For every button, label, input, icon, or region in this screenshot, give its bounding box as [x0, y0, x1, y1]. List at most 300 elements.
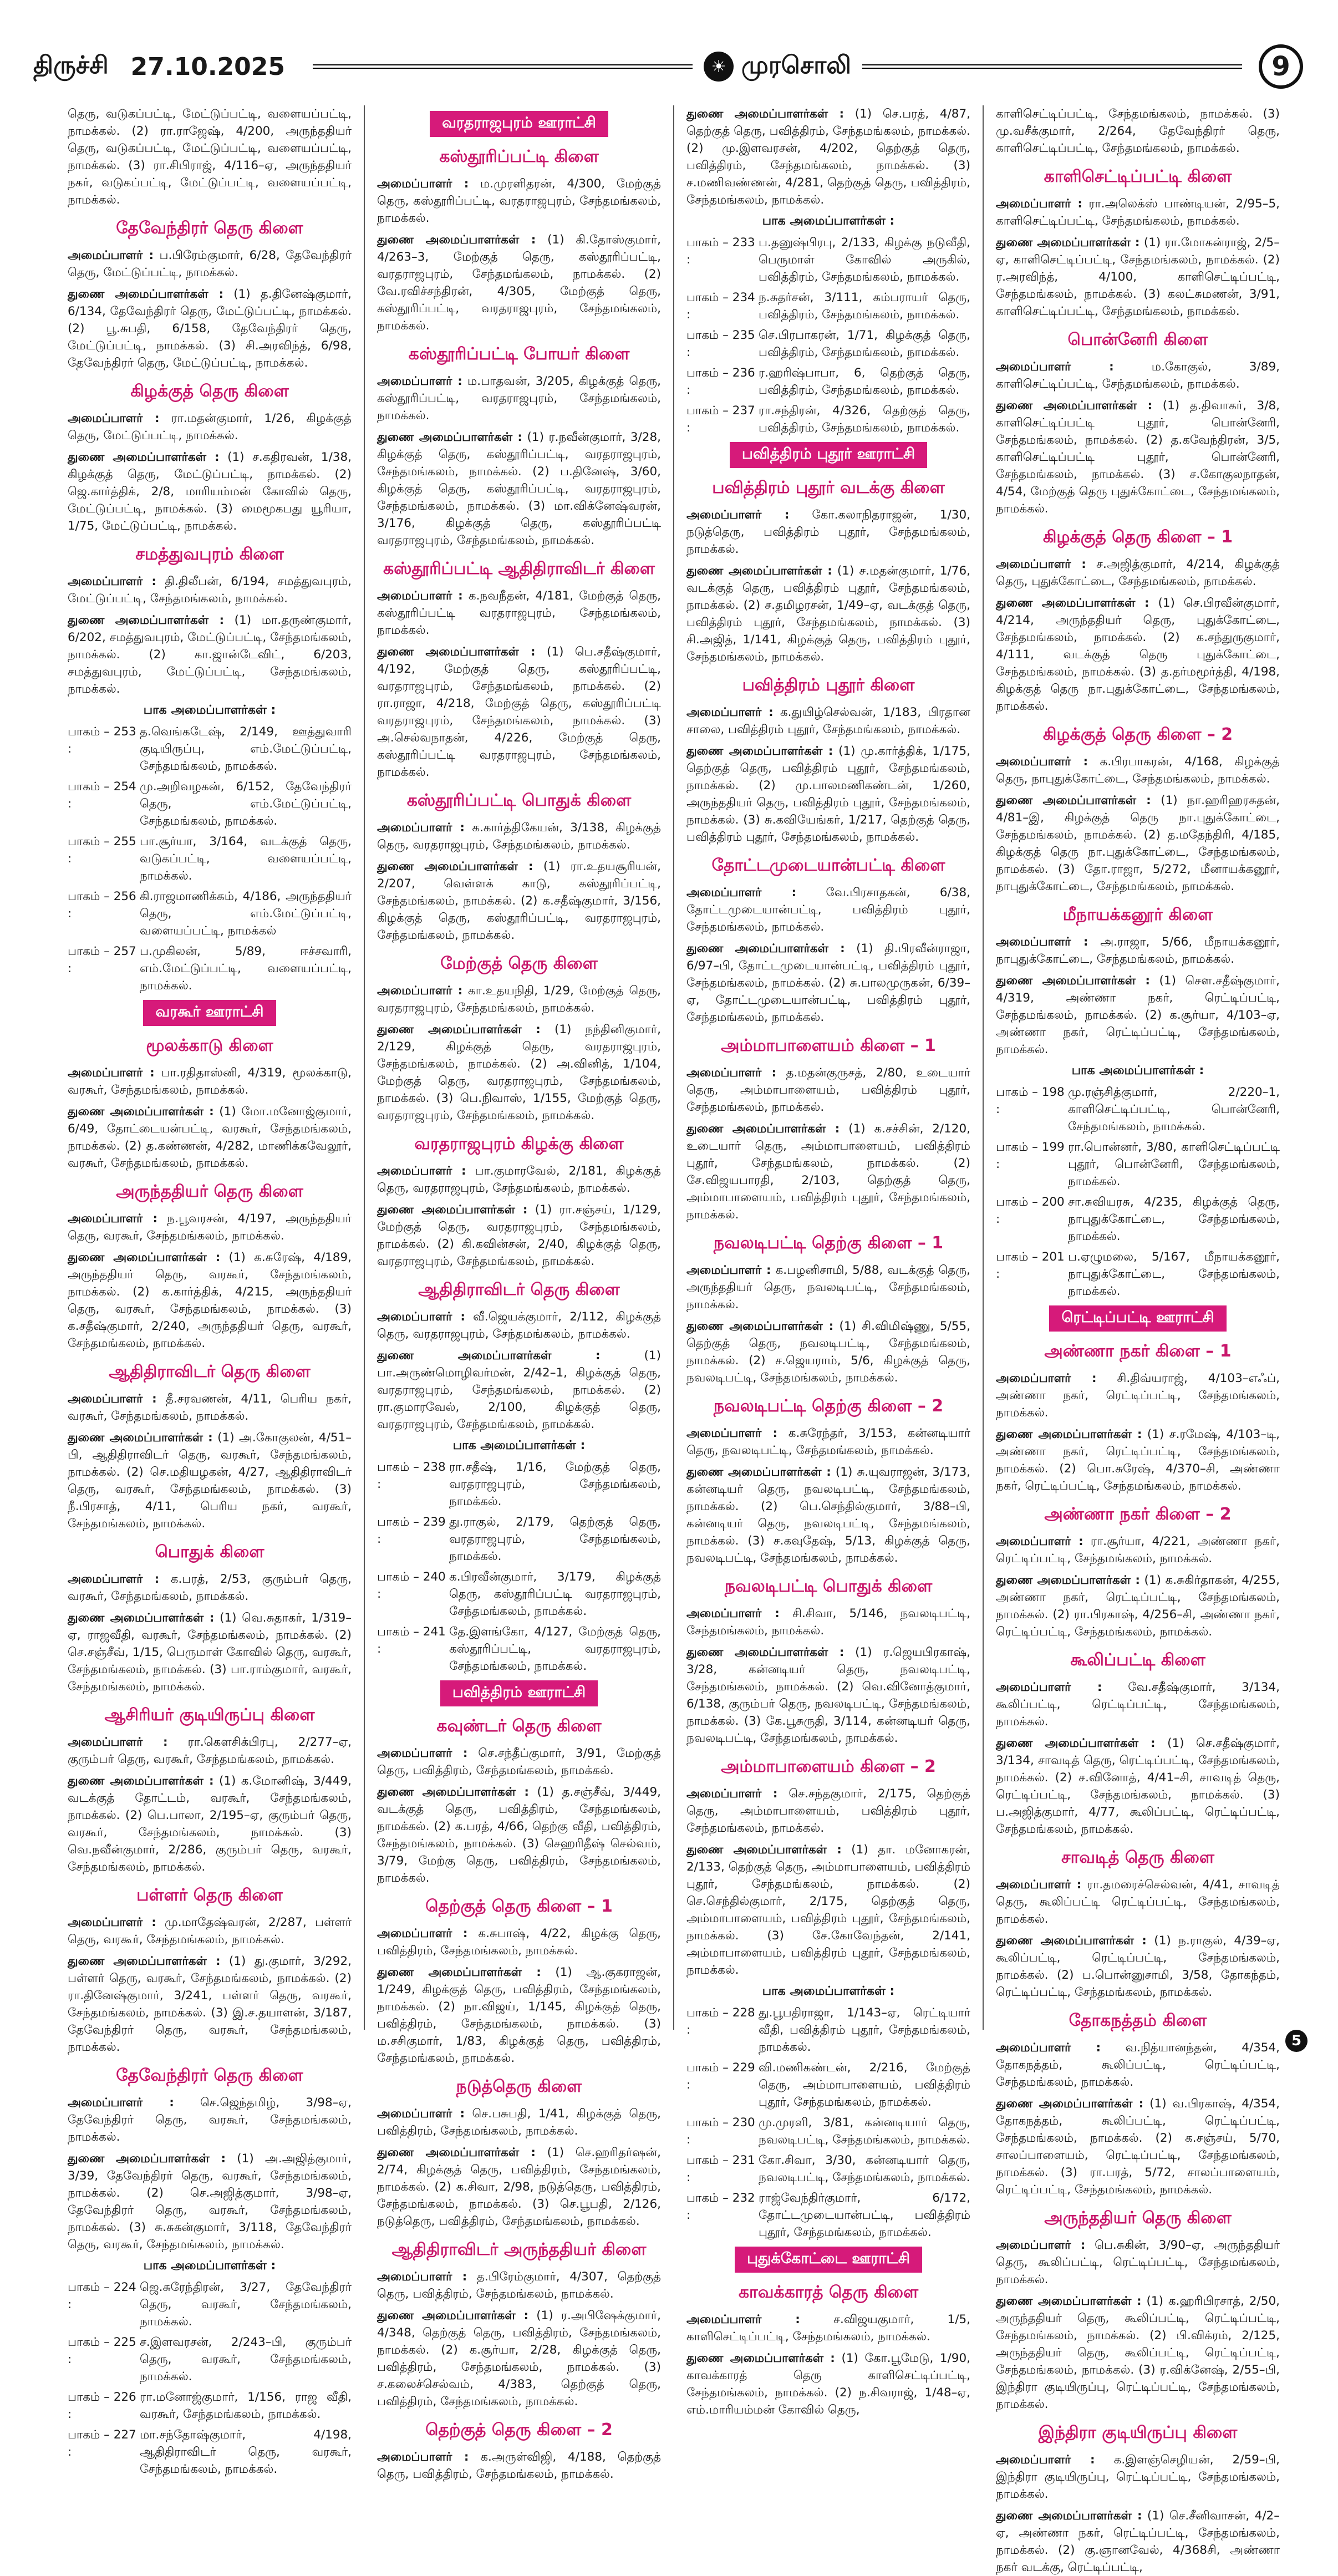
role-label: துணை அமைப்பாளர்கள் : [68, 613, 225, 627]
organizer-entry [686, 1064, 970, 1116]
role-label: துணை அமைப்பாளர்கள் : [686, 107, 844, 121]
ward-entry [686, 2189, 970, 2241]
branch-heading: அருந்ததியர் தெரு கிளை [1044, 2208, 1232, 2228]
role-label: அமைப்பாளர் : [68, 2096, 174, 2110]
organizer-details: ரா.கௌசிக்பிரபு, 2/277–ஏ, குரும்பர் தெரு, வரகூர், சேந்தமங்கலம், நாமக்கல். [68, 1735, 352, 1766]
role-label: துணை அமைப்பாளர்கள் : [68, 287, 224, 301]
organizer-entry [996, 972, 1280, 1058]
branch-heading: தேவேந்திரர் தெரு கிளை [116, 2066, 303, 2085]
role-label: துணை அமைப்பாளர்கள் : [686, 1319, 834, 1333]
organizer-entry [377, 2268, 661, 2303]
role-label: அமைப்பாளர் : [686, 886, 797, 900]
organizer-entry [377, 2448, 661, 2483]
organizer-entry [996, 1679, 1280, 1730]
organizer-entry [377, 429, 661, 549]
organizer-details: க.பழனிசாமி, 5/88, வடக்குத் தெரு, அருந்ததியர் தெரு, நவலடிபட்டி, சேந்தமங்கலம், நாமக்கல். [686, 1263, 970, 1312]
ward-entry [686, 364, 970, 399]
ward-organizer-details: ந.சுதர்சன், 3/111, கம்பராயர் தெரு, பவித்திரம், சேந்தமங்கலம், நாமக்கல். [759, 291, 970, 322]
ward-organizer-details: மா.சந்தோஷ்குமார், 4/198, ஆதிதிராவிடர் தெரு, வரகூர், சேந்தமங்கலம், நாமக்கல். [140, 2428, 352, 2476]
organizer-entry [68, 1734, 352, 1768]
role-label: துணை அமைப்பாளர்கள் : [377, 1349, 601, 1363]
organizer-entry [68, 1609, 352, 1695]
organizer-entry [686, 1425, 970, 1459]
organizer-entry [996, 1426, 1280, 1495]
ward-organizer-details: மு.முரளி, 3/81, கன்னடியார் தெரு, நவலடிபட்டி, சேந்தமங்கலம், நாமக்கல். [759, 2116, 970, 2147]
role-label: அமைப்பாளர் : [996, 755, 1088, 769]
organizer-entry [377, 1162, 661, 1197]
ward-entry [68, 888, 352, 939]
organizer-details: (1) வெ.சுதாகர், 1/319–ஏ, ராஜவீதி, வரகூர், சேந்தமங்கலம், நாமக்கல். (2) செ.சஞ்சீவ், 1/15, பெருமாள் கோவில் தெரு, வரகூர், சேந்தமங்கலம், நாமக்கல். (3) பா.ராம்குமார், வரகூர், சேந்தமங்கலம், நாமக்கல். [68, 1611, 352, 1694]
organizer-entry [377, 1745, 661, 1779]
organizer-details: வீ.ஜெயக்குமார், 2/112, கிழக்குத் தெரு, வரதராஜபுரம், சேந்தமங்கலம், நாமக்கல். [377, 1310, 661, 1341]
masthead-rule-right [862, 64, 1242, 69]
role-label: துணை அமைப்பாளர்கள் : [996, 2509, 1142, 2523]
ward-number: பாகம் – 234 : [686, 291, 755, 322]
role-label: அமைப்பாளர் : [996, 1878, 1082, 1892]
organizer-details: ரா.அலெக்ஸ் பாண்டியன், 2/95–5, காளிசெட்டிப்பட்டி, சேந்தமங்கலம், நாமக்கல். [996, 197, 1280, 228]
branch-heading: சாவடித் தெரு கிளை [1061, 1848, 1215, 1867]
ward-organizer-details: பா.சூர்யா, 3/164, வடக்குத் தெரு, வடுகப்பட்டி, வளையப்பட்டி, நாமக்கல். [140, 835, 352, 883]
panchayat-heading: வரகூர் ஊராட்சி [143, 1000, 276, 1026]
branch-heading: அண்ணா நகர் கிளை – 1 [1044, 1342, 1232, 1361]
organizer-entry [996, 1876, 1280, 1928]
role-label: அமைப்பாளர் : [68, 248, 154, 262]
organizer-entry [377, 2144, 661, 2230]
ward-number: பாகம் – 230 : [686, 2116, 755, 2147]
organizer-details: (1) து.குமார், 3/292, பள்ளர் தெரு, வரகூர், சேந்தமங்கலம், நாமக்கல். (2) ரா.தினேஷ்குமார், 3/241, பள்ளர் தெரு, வரகூர், சேந்தமங்கலம், நாமக்கல். (3) இ.ச.தயாளன், 3/187, தேவேந்திரர் தெரு, வரகூர், சேந்தமங்கலம், நாமக்கல். [68, 1954, 352, 2054]
role-label: துணை அமைப்பாளர்கள் : [377, 2309, 529, 2323]
ward-number: பாகம் – 253 : [68, 725, 136, 756]
ward-entry [686, 327, 970, 361]
role-label: துணை அமைப்பாளர்கள் : [996, 2097, 1144, 2111]
branch-heading: நவலடிபட்டி தெற்கு கிளை – 1 [713, 1233, 944, 1253]
ward-number: பாகம் – 201 : [996, 1250, 1065, 1281]
panchayat-heading: வரதராஜபுரம் ஊராட்சி [430, 111, 608, 137]
organizer-entry [68, 1429, 352, 1532]
organizer-entry [377, 175, 661, 227]
ward-entry [686, 234, 970, 286]
ward-number: பாகம் – 200 : [996, 1195, 1065, 1226]
organizer-details: (1) க.மோனிஷ், 3/449, வடக்குத் தோட்டம், வரகூர், சேந்தமங்கலம், நாமக்கல். (2) பெ.பாலா, 2/195–ஏ, குரும்பர் தெரு, வரகூர், சேந்தமங்கலம், நாமக்கல். (3) வெ.நவீன்குமார், 2/286, குரும்பர் தெரு, வரகூர், சேந்தமங்கலம், நாமக்கல். [68, 1774, 352, 1874]
organizer-details: ந.பூவரசன், 4/197, அருந்ததியர் தெரு, வரகூர், சேந்தமங்கலம், நாமக்கல். [68, 1212, 352, 1243]
organizer-entry [996, 933, 1280, 968]
ward-organizer-details: ப.தனுஷ்பிரபு, 2/133, கிழக்கு நடுவீதி, பெருமாள் கோவில் அருகில், பவித்திரம், சேந்தமங்கலம், நாமக்கல். [759, 236, 970, 284]
ward-entry [68, 833, 352, 885]
organizer-details: (1) கோ.பூமேடு, 1/90, காவக்காரத் தெரு காளிசெட்டிப்பட்டி, சேந்தமங்கலம், நாமக்கல். (2) ந.சிவராஜ், 1/48–ஏ, எம்.மாரியம்மன் கோவில் தெரு, [686, 2351, 970, 2417]
role-label: அமைப்பாளர் : [996, 2238, 1086, 2252]
branch-heading: நவலடிபட்டி பொதுக் கிளை [724, 1577, 933, 1596]
ward-number: பாகம் – 198 : [996, 1085, 1065, 1116]
branch-heading: பள்ளர் தெரு கிளை [136, 1886, 283, 1905]
ward-organizer-details: ர.ஹரிஷ்பாபா, 6, தெற்குத் தெரு, பவித்திரம், சேந்தமங்கலம், நாமக்கல். [759, 366, 970, 397]
role-label: அமைப்பாளர் : [68, 1392, 157, 1406]
organizer-details: (1) ந.ராகுல், 4/39–ஏ, கூலிப்பட்டி, ரெட்டிப்பட்டி, சேந்தமங்கலம், நாமக்கல். (2) ப.பொன்னுசாமி, 3/58, தோகந்தம், ரெட்டிப்பட்டி, சேந்தமங்கலம், நாமக்கல். [996, 1934, 1280, 1999]
organizer-details: (1) பா.அருண்மொழிவர்மன், 2/42–1, கிழக்குத் தெரு, வரதராஜபுரம், சேந்தமங்கலம், நாமக்கல். (2) ரா.குமாரவேல், 2/100, கிழக்குத் தெரு, வரதராஜபுரம், சேந்தமங்கலம், நாமக்கல். [377, 1349, 661, 1431]
organizer-details: (1) ரா.மோகன்ராஜ், 2/5–ஏ, காளிசெட்டிப்பட்டி, சேந்தமங்கலம், நாமக்கல். (2) ர.அரவிந்த், 4/100, காளிசெட்டிப்பட்டி, சேந்தமங்கலம், நாமக்கல். (3) கலட்சுமணன், 3/91, காளிசெட்டிப்பட்டி, சேந்தமங்கலம், நாமக்கல். [996, 236, 1280, 318]
organizer-entry [68, 1953, 352, 2056]
role-label: துணை அமைப்பாளர்கள் : [686, 1465, 831, 1479]
branch-heading: பவித்திரம் புதூர் கிளை [742, 675, 915, 695]
role-label: துணை அமைப்பாளர்கள் : [377, 1203, 528, 1217]
organizer-entry [68, 410, 352, 444]
role-label: துணை அமைப்பாளர்கள் : [996, 1934, 1147, 1948]
ward-organizer-details: தே.இளங்கோ, 4/127, மேற்குத் தெரு, கஸ்தூரிப்பட்டி, வரதராஜபுரம், சேந்தமங்கலம், நாமக்கல். [449, 1625, 661, 1673]
role-label: அமைப்பாளர் : [686, 1607, 780, 1620]
organizer-details: வ.நித்யானந்தன், 4/354, தோகநத்தம், கூலிப்பட்டி, ரெட்டிப்பட்டி, சேந்தமங்கலம், நாமக்கல். [996, 2041, 1280, 2089]
rising-sun-icon: ☀ [704, 52, 734, 82]
ward-organizer-details: கி.ராஜமாணிக்கம், 4/186, அருந்ததியர் தெரு, எம்.மேட்டுப்பட்டி, வளையப்பட்டி, நாமக்கல் [140, 890, 352, 938]
role-label: அமைப்பாளர் : [377, 1746, 468, 1760]
ward-organizer-details: த.வெங்கடேஷ், 2/149, ஊத்துவாரி குடியிருப்பு, எம்.மேட்டுப்பட்டி, சேந்தமங்கலம், நாமக்கல். [140, 725, 352, 773]
branch-heading: இந்திரா குடியிருப்பு கிளை [1038, 2423, 1238, 2442]
organizer-details: (1) செ.சதீஷ்குமார், 3/134, சாவடித் தெரு, ரெட்டிப்பட்டி, சேந்தமங்கலம், நாமக்கல். (2) ச.வினோத், 4/41–சி, சாவடித் தெரு, ரெட்டிப்பட்டி, சேந்தமங்கலம், நாமக்கல். (3) ப.அஜித்குமார், 4/77, கூலிப்பட்டி, ரெட்டிப்பட்டி, சேந்தமங்கலம், நாமக்கல். [996, 1736, 1280, 1836]
ward-organizers-heading: பாக அமைப்பாளர்கள் : [1071, 1064, 1204, 1078]
organizer-entry [996, 234, 1280, 320]
organizer-details: (1) ர.அபிஷேக்குமார், 4/348, தெற்குத் தெரு, பவித்திரம், சேந்தமங்கலம், நாமக்கல். (2) க.சூர்யா, 2/28, கிழக்குத் தெரு, பவித்திரம், சேந்தமங்கலம், நாமக்கல். (3) ச.கலைச்செல்வம், 4/383, தெற்குத் தெரு, பவித்திரம், சேந்தமங்கலம், நாமக்கல். [377, 2309, 661, 2409]
role-label: துணை அமைப்பாளர்கள் : [996, 596, 1149, 610]
organizer-details: பா.குமாரவேல், 2/181, கிழக்குத் தெரு, வரதராஜபுரம், சேந்தமங்கலம், நாமக்கல். [377, 1164, 661, 1195]
organizer-entry [377, 373, 661, 424]
role-label: துணை அமைப்பாளர்கள் : [686, 942, 845, 956]
role-label: துணை அமைப்பாளர்கள் : [68, 1105, 214, 1119]
role-label: அமைப்பாளர் : [377, 2450, 469, 2464]
organizer-details: (1) வ.பிரகாஷ், 4/354, தோகநத்தம், கூலிப்பட்டி, ரெட்டிப்பட்டி, சேந்தமங்கலம், நாமக்கல். (2) க.சஞ்சய், 5/70, சாலப்பாளையம், ரெட்டிப்பட்டி, சேந்தமங்கலம், நாமக்கல். (3) ரா.பரத், 5/72, சாலப்பாளையம், ரெட்டிப்பட்டி, சேந்தமங்கலம், நாமக்கல். [996, 2097, 1280, 2197]
organizer-entry [996, 792, 1280, 895]
role-label: அமைப்பாளர் : [68, 1212, 158, 1226]
ward-organizer-details: ரா.சதீஷ், 1/16, மேற்குத் தெரு, வரதராஜபுரம், சேந்தமங்கலம், நாமக்கல். [449, 1460, 661, 1508]
ward-entry [377, 1623, 661, 1675]
organizer-entry [996, 2507, 1280, 2576]
ward-organizer-details: ரா.பொன்னர், 3/80, காளிசெட்டிப்பட்டி புதூர், பொன்னேரி, சேந்தமங்கலம், நாமக்கல். [1068, 1140, 1280, 1188]
organizer-entry [686, 884, 970, 936]
organizer-entry [68, 1390, 352, 1425]
organizer-details: தி.திலீபன், 6/194, சமத்துவபுரம், மேட்டுப்பட்டி, சேந்தமங்கலம், நாமக்கல். [68, 575, 352, 606]
organizer-details: ரா.மதன்குமார், 1/26, கிழக்குத் தெரு, மேட்டுப்பட்டி, நாமக்கல். [68, 411, 352, 443]
organizer-details: (1) நந்தினிகுமார், 2/129, கிழக்குத் தெரு, வரதராஜபுரம், சேந்தமங்கலம், நாமக்கல். (2) அ.வினித், 1/104, மேற்குத் தெரு, வரதராஜபுரம், சேந்தமங்கலம், நாமக்கல். (3) பெ.நிவாஸ், 1/155, மேற்குத் தெரு, வரதராஜபுரம், சேந்தமங்கலம், நாமக்கல். [377, 1023, 661, 1122]
ward-number: பாகம் – 236 : [686, 366, 755, 397]
role-label: அமைப்பாளர் : [68, 1916, 156, 1929]
organizer-details: பெ.சுகின், 3/90–ஏ, அருந்ததியர் தெரு, கூலிப்பட்டி, ரெட்டிப்பட்டி, சேந்தமங்கலம், நாமக்கல். [996, 2238, 1280, 2287]
masthead-rule-left [313, 64, 693, 69]
branch-heading: ஆசிரியர் குடியிருப்பு கிளை [104, 1705, 315, 1725]
ward-number: பாகம் – 239 : [377, 1515, 446, 1546]
masthead [33, 39, 1303, 94]
ward-organizer-details: மு.அறிவழகன், 6/152, தேவேந்திரர் தெரு, எம்.மேட்டுப்பட்டி, சேந்தமங்கலம், நாமக்கல். [140, 780, 352, 828]
branch-heading: வரதராஜபுரம் கிழக்கு கிளை [414, 1134, 624, 1154]
role-label: அமைப்பாளர் : [377, 821, 465, 835]
organizer-entry [686, 940, 970, 1026]
ward-organizers-heading: பாக அமைப்பாளர்கள் : [143, 2259, 276, 2273]
ward-number: பாகம் – 241 : [377, 1625, 446, 1656]
branch-heading: மீநாயக்கனூர் கிளை [1062, 905, 1213, 924]
organizer-entry [996, 753, 1280, 787]
column-2 [365, 105, 674, 2481]
organizer-details: (1) சௌ.சதீஷ்குமார், 4/319, அண்ணா நகர், ரெட்டிப்பட்டி, சேந்தமங்கலம், நாமக்கல். (2) க.சூர்யா, 4/103–ஏ, அண்ணா நகர், ரெட்டிப்பட்டி, சேந்தமங்கலம், நாமக்கல். [996, 974, 1280, 1056]
role-label: அமைப்பாளர் : [68, 1572, 160, 1586]
branch-heading: அம்மாபாளையம் கிளை – 2 [721, 1757, 936, 1776]
role-label: அமைப்பாளர் : [686, 1263, 771, 1277]
organizer-entry [68, 1249, 352, 1352]
organizer-details: (1) சு.யுவராஜன், 3/173, கன்னடியர் தெரு, நவலடிபட்டி, சேந்தமங்கலம், நாமக்கல். (2) பெ.செந்தில்குமார், 3/88–பி, கன்னடியர் தெரு, நவலடிபட்டி, சேந்தமங்கலம், நாமக்கல். (3) ச.கவுதேஷ், 5/13, கிழக்குத் தெரு, நவலடிபட்டி, சேந்தமங்கலம், நாமக்கல். [686, 1465, 970, 1565]
organizer-details: (1) க.சுரேஷ், 4/189, அருந்ததியர் தெரு, வரகூர், சேந்தமங்கலம், நாமக்கல். (2) க.கார்த்திக், 4/215, அருந்ததியர் தெரு, வரகூர், சேந்தமங்கலம், நாமக்கல். (3) க.சதீஷ்குமார், 2/240, அருந்ததியர் தெரு, வரகூர், சேந்தமங்கலம், நாமக்கல். [68, 1251, 352, 1350]
ward-organizer-details: ரா.சந்திரன், 4/326, தெற்குத் தெரு, பவித்திரம், சேந்தமங்கலம், நாமக்கல். [759, 404, 970, 435]
branch-heading: பொதுக் கிளை [155, 1542, 264, 1562]
organizer-details: (1) க.ஹரிபிரசாத், 2/50, அருந்ததியர் தெரு, கூலிப்பட்டி, ரெட்டிப்பட்டி, சேந்தமங்கலம், நாமக்கல். (2) பி.விக்ரம், 2/125, அருந்ததியர் தெரு, கூலிப்பட்டி, ரெட்டிப்பட்டி, சேந்தமங்கலம், நாமக்கல். (3) ர.விக்னேஷ், 2/55–பி, இந்திரா குடியிருப்பு, ரெட்டிப்பட்டி, சேந்தமங்கலம், நாமக்கல். [996, 2294, 1280, 2411]
organizer-entry [68, 1064, 352, 1099]
branch-heading: ஆதிதிராவிடர் தெரு கிளை [418, 1280, 620, 1299]
organizer-entry [377, 1347, 661, 1433]
role-label: அமைப்பாளர் : [996, 2453, 1095, 2467]
ward-entry [68, 723, 352, 775]
organizer-details: க.கார்த்திகேயன், 3/138, கிழக்குத் தெரு, வரதராஜபுரம், சேந்தமங்கலம், நாமக்கல். [377, 821, 661, 852]
organizer-details: (1) ர.ஜெயபிரகாஷ், 3/28, கன்னடியர் தெரு, நவலடிபட்டி, சேந்தமங்கலம், நாமக்கல். (2) வெ.வினோத்குமார், 6/138, குரும்பர் தெரு, நவலடிபட்டி, சேந்தமங்கலம், நாமக்கல். (3) கே.பூசுருதி, 3/114, கன்னடியர் தெரு, நவலடிபட்டி, சேந்தமங்கலம், நாமக்கல். [686, 1645, 970, 1745]
organizer-details: (1) த.சஞ்சீவ், 3/449, வடக்குத் தெரு, பவித்திரம், சேந்தமங்கலம், நாமக்கல். (2) க.பரத், 4/66, தெற்கு வீதி, பவித்திரம், சேந்தமங்கலம், நாமக்கல். (3) செஹரிதீஷ் செல்வம், 3/79, மேற்கு தெரு, பவித்திரம், சேந்தமங்கலம், நாமக்கல். [377, 1785, 661, 1885]
role-label: அமைப்பாளர் : [996, 935, 1088, 949]
role-label: அமைப்பாளர் : [996, 1680, 1102, 1694]
ward-entry [996, 1193, 1280, 1245]
organizer-entry [686, 506, 970, 558]
role-label: அமைப்பாளர் : [996, 2041, 1101, 2055]
organizer-details: (1) த.தினேஷ்குமார், 6/134, தேவேந்திரர் தெரு, மேட்டுப்பட்டி, நாமக்கல். (2) பூ.சுபதி, 6/158, தேவேந்திரர் தெரு, மேட்டுப்பட்டி, நாமக்கல். (3) சி.அரவிந்த், 6/98, தேவேந்திரர் தெரு, மேட்டுப்பட்டி, நாமக்கல். [68, 287, 352, 370]
ward-entry [68, 2426, 352, 2478]
ward-organizer-details: ப.முகிலன், 5/89, ஈச்சவாரி, எம்.மேட்டுப்பட்டி, வளையப்பட்டி, நாமக்கல். [140, 944, 352, 993]
organizer-entry [377, 587, 661, 639]
organizer-entry [996, 556, 1280, 590]
page-number-badge: 9 [1259, 44, 1303, 89]
role-label: அமைப்பாளர் : [686, 1066, 777, 1080]
organizer-entry [68, 612, 352, 698]
role-label: அமைப்பாளர் : [686, 2313, 800, 2326]
organizer-entry [996, 1932, 1280, 2001]
organizer-details: சி.திவ்யராஜ், 4/103–எஃப், அண்ணா நகர், ரெட்டிப்பட்டி, சேந்தமங்கலம், நாமக்கல். [996, 1371, 1280, 1420]
branch-heading: கஸ்தூரிப்பட்டி கிளை [439, 147, 599, 166]
footer-page-number: 5 [1285, 2030, 1308, 2052]
organizer-entry [686, 2350, 970, 2419]
organizer-details: செ.சந்தகுமார், 2/175, தெற்குத் தெரு, அம்மாபாளையம், பவித்திரம் புதூர், சேந்தமங்கலம், நாமக்கல். [686, 1787, 970, 1835]
branch-heading: தேவேந்திரர் தெரு கிளை [116, 219, 303, 238]
ward-entry [377, 1568, 661, 1620]
ward-number: பாகம் – 255 : [68, 835, 136, 866]
organizer-entry [68, 1103, 352, 1172]
brand-name: முரசொலி [741, 50, 852, 79]
ward-number: பாகம் – 257 : [68, 944, 136, 975]
organizer-details: க.சுரேந்தர், 3/153, கன்னடியார் தெரு, நவலடிபட்டி, சேந்தமங்கலம், நாமக்கல். [686, 1426, 970, 1457]
organizer-details: க.அருள்விஜி, 4/188, தெற்குத் தெரு, பவித்திரம், சேந்தமங்கலம், நாமக்கல். [377, 2450, 661, 2481]
role-label: துணை அமைப்பாளர்கள் : [377, 1785, 529, 1799]
ward-organizer-details: கோ.சிவா, 3/30, கன்னடியார் தெரு, நவலடிபட்டி, சேந்தமங்கலம், நாமக்கல். [759, 2153, 970, 2184]
ward-entry [686, 289, 970, 323]
organizer-details: (1) செ.சீனிவாசன், 4/2–ஏ, அண்ணா நகர், ரெட்டிப்பட்டி, சேந்தமங்கலம், நாமக்கல். (2) கு.ஞானவேல், 4/368சி, அண்ணா நகர் வடக்கு, ரெட்டிப்பட்டி, [996, 2509, 1280, 2574]
ward-organizers-heading: பாக அமைப்பாளர்கள் : [762, 1984, 895, 1998]
branch-heading: கிழக்குத் தெரு கிளை – 2 [1042, 725, 1233, 744]
organizer-entry [68, 2150, 352, 2253]
role-label: துணை அமைப்பாளர்கள் : [996, 399, 1153, 413]
role-label: அமைப்பாளர் : [686, 705, 774, 719]
ward-number: பாகம் – 256 : [68, 890, 136, 921]
organizer-entry [996, 1735, 1280, 1838]
role-label: துணை அமைப்பாளர்கள் : [686, 1122, 840, 1136]
ward-entry [996, 1084, 1280, 1135]
organizer-details: ப.பிரேம்குமார், 6/28, தேவேந்திரர் தெரு, மேட்டுப்பட்டி, நாமக்கல். [68, 248, 352, 280]
ward-organizer-details: சா.சுவியரசு, 4/235, கிழக்குத் தெரு, நாபுதுக்கோட்டை, சேந்தமங்கலம், நாமக்கல். [1068, 1195, 1280, 1243]
organizer-entry [377, 231, 661, 334]
organizer-details: (1) மு.கார்த்திக், 1/175, தெற்குத் தெரு, பவித்திரம் புதூர், சேந்தமங்கலம், நாமக்கல். (2) மு.பாலமணிகண்டன், 1/260, அருந்ததியர் தெரு, பவித்திரம் புதூர், சேந்தமங்கலம், நாமக்கல். (3) சு.கவியேங்கர், 1/217, தெற்குத் தெரு, பவித்திரம் புதூர், சேந்தமங்கலம், நாமக்கல். [686, 744, 970, 844]
role-label: துணை அமைப்பாளர்கள் : [68, 1251, 221, 1264]
organizer-entry [996, 2451, 1280, 2503]
role-label: அமைப்பாளர் : [377, 2107, 465, 2121]
panchayat-heading: பவித்திரம் புதூர் ஊராட்சி [730, 442, 927, 468]
organizer-entry [686, 105, 970, 209]
organizer-details: க.பிரபாகரன், 4/168, கிழக்குத் தெரு, நாபுதுக்கோட்டை, சேந்தமங்கலம், நாமக்கல். [996, 755, 1280, 786]
panchayat-heading: பவித்திரம் ஊராட்சி [440, 1680, 598, 1706]
branch-heading: கஸ்தூரிப்பட்டி பொதுக் கிளை [406, 791, 632, 810]
organizer-details: (1) ச.கதிரவன், 1/38, கிழக்குத் தெரு, மேட்டுப்பட்டி, நாமக்கல். (2) ஜெ.கார்த்திக், 2/8, மாரியம்மன் கோவில் தெரு, மேட்டுப்பட்டி, நாமக்கல். (3) மைமூகபது யூரியா, 1/75, மேட்டுப்பட்டி, நாமக்கல். [68, 450, 352, 533]
organizer-entry [686, 2311, 970, 2345]
organizer-entry [377, 1021, 661, 1124]
organizer-entry [686, 1120, 970, 1223]
organizer-entry [377, 1308, 661, 1343]
branch-heading: பவித்திரம் புதூர் வடக்கு கிளை [712, 478, 945, 497]
organizer-entry [996, 2039, 1280, 2091]
organizer-entry [686, 1464, 970, 1567]
branch-heading: ஆதிதிராவிடர் தெரு கிளை [109, 1362, 311, 1381]
role-label: துணை அமைப்பாளர்கள் : [377, 645, 536, 659]
ward-entry [68, 2389, 352, 2423]
branch-heading: நடுத்தெரு கிளை [456, 2077, 582, 2096]
organizer-details: (1) த.திவாகர், 3/8, காளிசெட்டிப்பட்டி புதூர், பொன்னேரி, சேந்தமங்கலம், நாமக்கல். (2) த.கவேந்திரன், 3/5, காளிசெட்டிப்பட்டி புதூர், பொன்னேரி, சேந்தமங்கலம், நாமக்கல். (3) ச.கோகுலநாதன், 4/54, மேற்குத் தெரு புதுக்கோட்டை, சேந்தமங்கலம், நாமக்கல். [996, 399, 1280, 516]
branch-heading: காளிசெட்டிப்பட்டி கிளை [1044, 167, 1232, 186]
organizer-entry [68, 247, 352, 281]
organizer-entry [996, 1533, 1280, 1567]
role-label: துணை அமைப்பாளர்கள் : [377, 1023, 541, 1037]
organizer-details: ச.அஜித்குமார், 4/214, கிழக்குத் தெரு, புதுக்கோட்டை, சேந்தமங்கலம், நாமக்கல். [996, 557, 1280, 588]
role-label: துணை அமைப்பாளர்கள் : [996, 1573, 1140, 1587]
organizer-details: (1) ரா.சஞ்சய், 1/129, மேற்குத் தெரு, வரதராஜபுரம், சேந்தமங்கலம், நாமக்கல். (2) கி.கவின்சன், 2/40, கிழக்குத் தெரு, வரதராஜபுரம், சேந்தமங்கலம், நாமக்கல். [377, 1203, 661, 1268]
role-label: அமைப்பாளர் : [68, 411, 160, 425]
role-label: துணை அமைப்பாளர்கள் : [996, 236, 1140, 250]
branch-heading: அண்ணா நகர் கிளை – 2 [1044, 1505, 1232, 1524]
organizer-entry [996, 195, 1280, 230]
branch-heading: மூலக்காடு கிளை [146, 1036, 273, 1055]
organizer-details: த.பிரேம்குமார், 4/307, தெற்குத் தெரு, பவித்திரம், சேந்தமங்கலம், நாமக்கல். [377, 2270, 661, 2301]
organizer-details: த.மதன்குருசத், 2/80, உடையார் தெரு, அம்மாபாளையம், பவித்திரம் புதூர், சேந்தமங்கலம், நாமக்கல். [686, 1066, 970, 1114]
organizer-entry [377, 1925, 661, 1959]
ward-number: பாகம் – 199 : [996, 1140, 1065, 1171]
ward-entry [68, 2279, 352, 2330]
organizer-entry [377, 858, 661, 944]
role-label: அமைப்பாளர் : [996, 360, 1114, 374]
organizer-details: வே.பிரசாதகன், 6/38, தோட்டமுடையான்பட்டி, பவித்திரம் புதூர், சேந்தமங்கலம், நாமக்கல். [686, 886, 970, 934]
organizer-entry [996, 2293, 1280, 2413]
role-label: துணை அமைப்பாளர்கள் : [68, 450, 220, 464]
role-label: துணை அமைப்பாளர்கள் : [686, 1645, 844, 1659]
role-label: துணை அமைப்பாளர்கள் : [686, 1843, 842, 1857]
organizer-entry [686, 704, 970, 738]
ward-number: பாகம் – 226 : [68, 2390, 136, 2421]
ward-entry [68, 943, 352, 994]
role-label: துணை அமைப்பாளர்கள் : [68, 1774, 214, 1788]
role-label: அமைப்பாளர் : [68, 1066, 155, 1080]
organizer-entry [996, 358, 1280, 393]
organizer-details: (1) க.சச்சின், 2/120, உடையார் தெரு, அம்மாபாளையம், பவித்திரம் புதூர், சேந்தமங்கலம், நாமக்கல். (2) சே.விஜயபாரதி, 2/103, தெற்குத் தெரு, அம்மாபாளையம், பவித்திரம் புதூர், சேந்தமங்கலம், நாமக்கல். [686, 1122, 970, 1222]
organizer-entry [686, 1262, 970, 1313]
organizer-entry [68, 2094, 352, 2146]
column-1 [55, 105, 365, 2476]
organizer-details: கோ.கலாநிதராஜன், 1/30, நடுத்தெரு, பவித்திரம் புதூர், சேந்தமங்கலம், நாமக்கல். [686, 508, 970, 556]
ward-entry [996, 1139, 1280, 1190]
organizer-entry [377, 819, 661, 853]
brand-logo [704, 51, 851, 83]
organizer-entry [686, 1841, 970, 1979]
branch-heading: மேற்குத் தெரு கிளை [440, 954, 598, 973]
role-label: அமைப்பாளர் : [996, 197, 1083, 211]
organizer-details: (1) ச.ரமேஷ், 4/103–டி, அண்ணா நகர், ரெட்டிப்பட்டி, சேந்தமங்கலம், நாமக்கல். (2) பொ.சுரேஷ், 4/370–சி, அண்ணா நகர், ரெட்டிப்பட்டி, சேந்தமங்கலம், நாமக்கல். [996, 1427, 1280, 1493]
organizer-details: (1) மா.தருண்குமார், 6/202, சமத்துவபுரம், மேட்டுப்பட்டி, சேந்தமங்கலம், நாமக்கல். (2) கா.ஜான்டேவிட், 6/203, சமத்துவபுரம், மேட்டுப்பட்டி, சேந்தமங்கலம், நாமக்கல். [68, 613, 352, 696]
organizer-entry [68, 1210, 352, 1244]
organizer-details: க.இளஞ்செழியன், 2/59–பி, இந்திரா குடியிருப்பு, ரெட்டிப்பட்டி, சேந்தமங்கலம், நாமக்கல். [996, 2453, 1280, 2501]
organizer-entry [68, 449, 352, 535]
role-label: துணை அமைப்பாளர்கள் : [996, 794, 1151, 807]
organizer-details: ரா.சூர்யா, 4/221, அண்ணா நகர், ரெட்டிப்பட்டி, சேந்தமங்கலம், நாமக்கல். [996, 1535, 1280, 1566]
role-label: அமைப்பாளர் : [68, 575, 156, 588]
article-columns [55, 105, 1292, 2574]
role-label: துணை அமைப்பாளர்கள் : [686, 744, 833, 758]
organizer-details: (1) செ.பிரவீன்குமார், 4/214, அருந்ததியர் தெரு, புதுக்கோட்டை, சேந்தமங்கலம், நாமக்கல். (2) க.சந்துருகுமார், 4/111, வடக்குத் தெரு புதுக்கோட்டை, சேந்தமங்கலம், நாமக்கல். (3) த.தர்மமூர்த்தி, 4/198, கிழக்குத் தெரு நா.புதுக்கோட்டை, சேந்தமங்கலம், நாமக்கல். [996, 596, 1280, 713]
organizer-details: (1) மோ.மனோஜ்குமார், 6/49, தோட்டையன்பட்டி, வரகூர், சேந்தமங்கலம், நாமக்கல். (2) த.கண்ணன், 4/282, மாணிக்கவேலூர், வரகூர், சேந்தமங்கலம், நாமக்கல். [68, 1105, 352, 1170]
organizer-details: (1) சி.விமிஷ்ணு, 5/55, தெற்குத் தெரு, நவலடிபட்டி, சேந்தமங்கலம், நாமக்கல். (2) ச.ஜெயராம், 5/6, கிழக்குத் தெரு, நவலடிபட்டி, சேந்தமங்கலம், நாமக்கல். [686, 1319, 970, 1385]
role-label: துணை அமைப்பாளர்கள் : [377, 430, 522, 444]
ward-entry [377, 1459, 661, 1510]
organizer-details: (1) தா. மனோகரன், 2/133, தெற்குத் தெரு, அம்மாபாளையம், பவித்திரம் புதூர், சேந்தமங்கலம், நாமக்கல். (2) செ.செந்தில்குமார், 2/175, தெற்குத் தெரு, அம்மாபாளையம், பவித்திரம் புதூர், சேந்தமங்கலம், நாமக்கல். (3) சே.கோவேந்தன், 2/141, அம்மாபாளையம், பவித்திரம் புதூர், சேந்தமங்கலம், நாமக்கல். [686, 1843, 970, 1977]
organizer-entry [686, 743, 970, 846]
organizer-details: செ.பசுபதி, 1/41, கிழக்குத் தெரு, பவித்திரம், சேந்தமங்கலம், நாமக்கல். [377, 2107, 661, 2138]
ward-entry [686, 2059, 970, 2111]
organizer-entry [686, 1318, 970, 1386]
organizer-details: ம.பாதவன், 3/205, கிழக்குத் தெரு, கஸ்தூரிப்பட்டி, வரதராஜபுரம், சேந்தமங்கலம், நாமக்கல். [377, 374, 661, 423]
ward-number: பாகம் – 224 : [68, 2280, 136, 2311]
organizer-entry [377, 643, 661, 781]
organizer-entry [68, 1772, 352, 1876]
organizer-details: க.நவநீதன், 4/181, மேற்குத் தெரு, கஸ்தூரிப்பட்டி வரதராஜபுரம், சேந்தமங்கலம், நாமக்கல். [377, 589, 661, 637]
organizer-entry [996, 595, 1280, 715]
ward-organizer-details: து.பூபதிராஜா, 1/143–ஏ, ரெட்டியார் வீதி, பவித்திரம் புதூர், சேந்தமங்கலம், நாமக்கல். [759, 2006, 970, 2054]
ward-organizer-details: ஜெ.சுரேந்திரன், 3/27, தேவேந்திரர் தெரு, வரகூர், சேந்தமங்கலம், நாமக்கல். [140, 2280, 352, 2329]
role-label: துணை அமைப்பாளர்கள் : [68, 2152, 226, 2166]
organizer-details: தெரு, வடுகப்பட்டி, மேட்டுப்பட்டி, வளையப்பட்டி, நாமக்கல். (2) ரா.ராஜேஷ், 4/200, அருந்ததியர் தெரு, வடுகப்பட்டி, மேட்டுப்பட்டி, வளையப்பட்டி, நாமக்கல். (3) ரா.சிபிராஜ், 4/116–ஏ, அருந்ததியர் நகர், வடுகப்பட்டி, மேட்டுப்பட்டி, வளையப்பட்டி, நாமக்கல். [68, 107, 352, 207]
organizer-entry [68, 573, 352, 607]
role-label: துணை அமைப்பாளர்கள் : [996, 1736, 1156, 1750]
organizer-entry [686, 1605, 970, 1639]
role-label: அமைப்பாளர் : [377, 2270, 467, 2284]
role-label: துணை அமைப்பாளர்கள் : [377, 860, 533, 873]
ward-organizers-heading: பாக அமைப்பாளர்கள் : [143, 703, 276, 717]
organizer-entry [377, 1964, 661, 2067]
organizer-details: (1) அ.கோகுலன், 4/51–பி, ஆதிதிராவிடர் தெரு, வரகூர், சேந்தமங்கலம், நாமக்கல். (2) செ.மதியழகன், 4/27, ஆதிதிராவிடர் தெரு, வரகூர், சேந்தமங்கலம், நாமக்கல். (3) நீ.பிரசாத், 4/11, பெரிய நகர், வரகூர், சேந்தமங்கலம், நாமக்கல். [68, 1431, 352, 1531]
role-label: அமைப்பாளர் : [377, 589, 463, 603]
role-label: துணை அமைப்பாளர்கள் : [996, 2294, 1142, 2308]
role-label: அமைப்பாளர் : [686, 1787, 778, 1801]
organizer-details: ம.முரளிதரன், 4/300, மேற்குத் தெரு, கஸ்தூரிப்பட்டி, வரதராஜபுரம், சேந்தமங்கலம், நாமக்கல். [377, 177, 661, 225]
role-label: துணை அமைப்பாளர்கள் : [68, 1611, 215, 1625]
organizer-entry [996, 1572, 1280, 1640]
organizer-entry [377, 2307, 661, 2410]
organizer-entry [68, 1914, 352, 1948]
ward-organizer-details: ராஜ்வேந்திர்குமார், 6/172, தோட்டமுடையான்பட்டி, பவித்திரம் புதூர், சேந்தமங்கலம், நாமக்கல். [759, 2191, 970, 2239]
branch-heading: நவலடிபட்டி தெற்கு கிளை – 2 [713, 1396, 944, 1416]
ward-entry [68, 778, 352, 830]
ward-organizer-details: து.ராகுல், 2/179, தெற்குத் தெரு, வரதராஜபுரம், சேந்தமங்கலம், நாமக்கல். [449, 1515, 661, 1563]
branch-heading: அருந்ததியர் தெரு கிளை [116, 1182, 303, 1201]
